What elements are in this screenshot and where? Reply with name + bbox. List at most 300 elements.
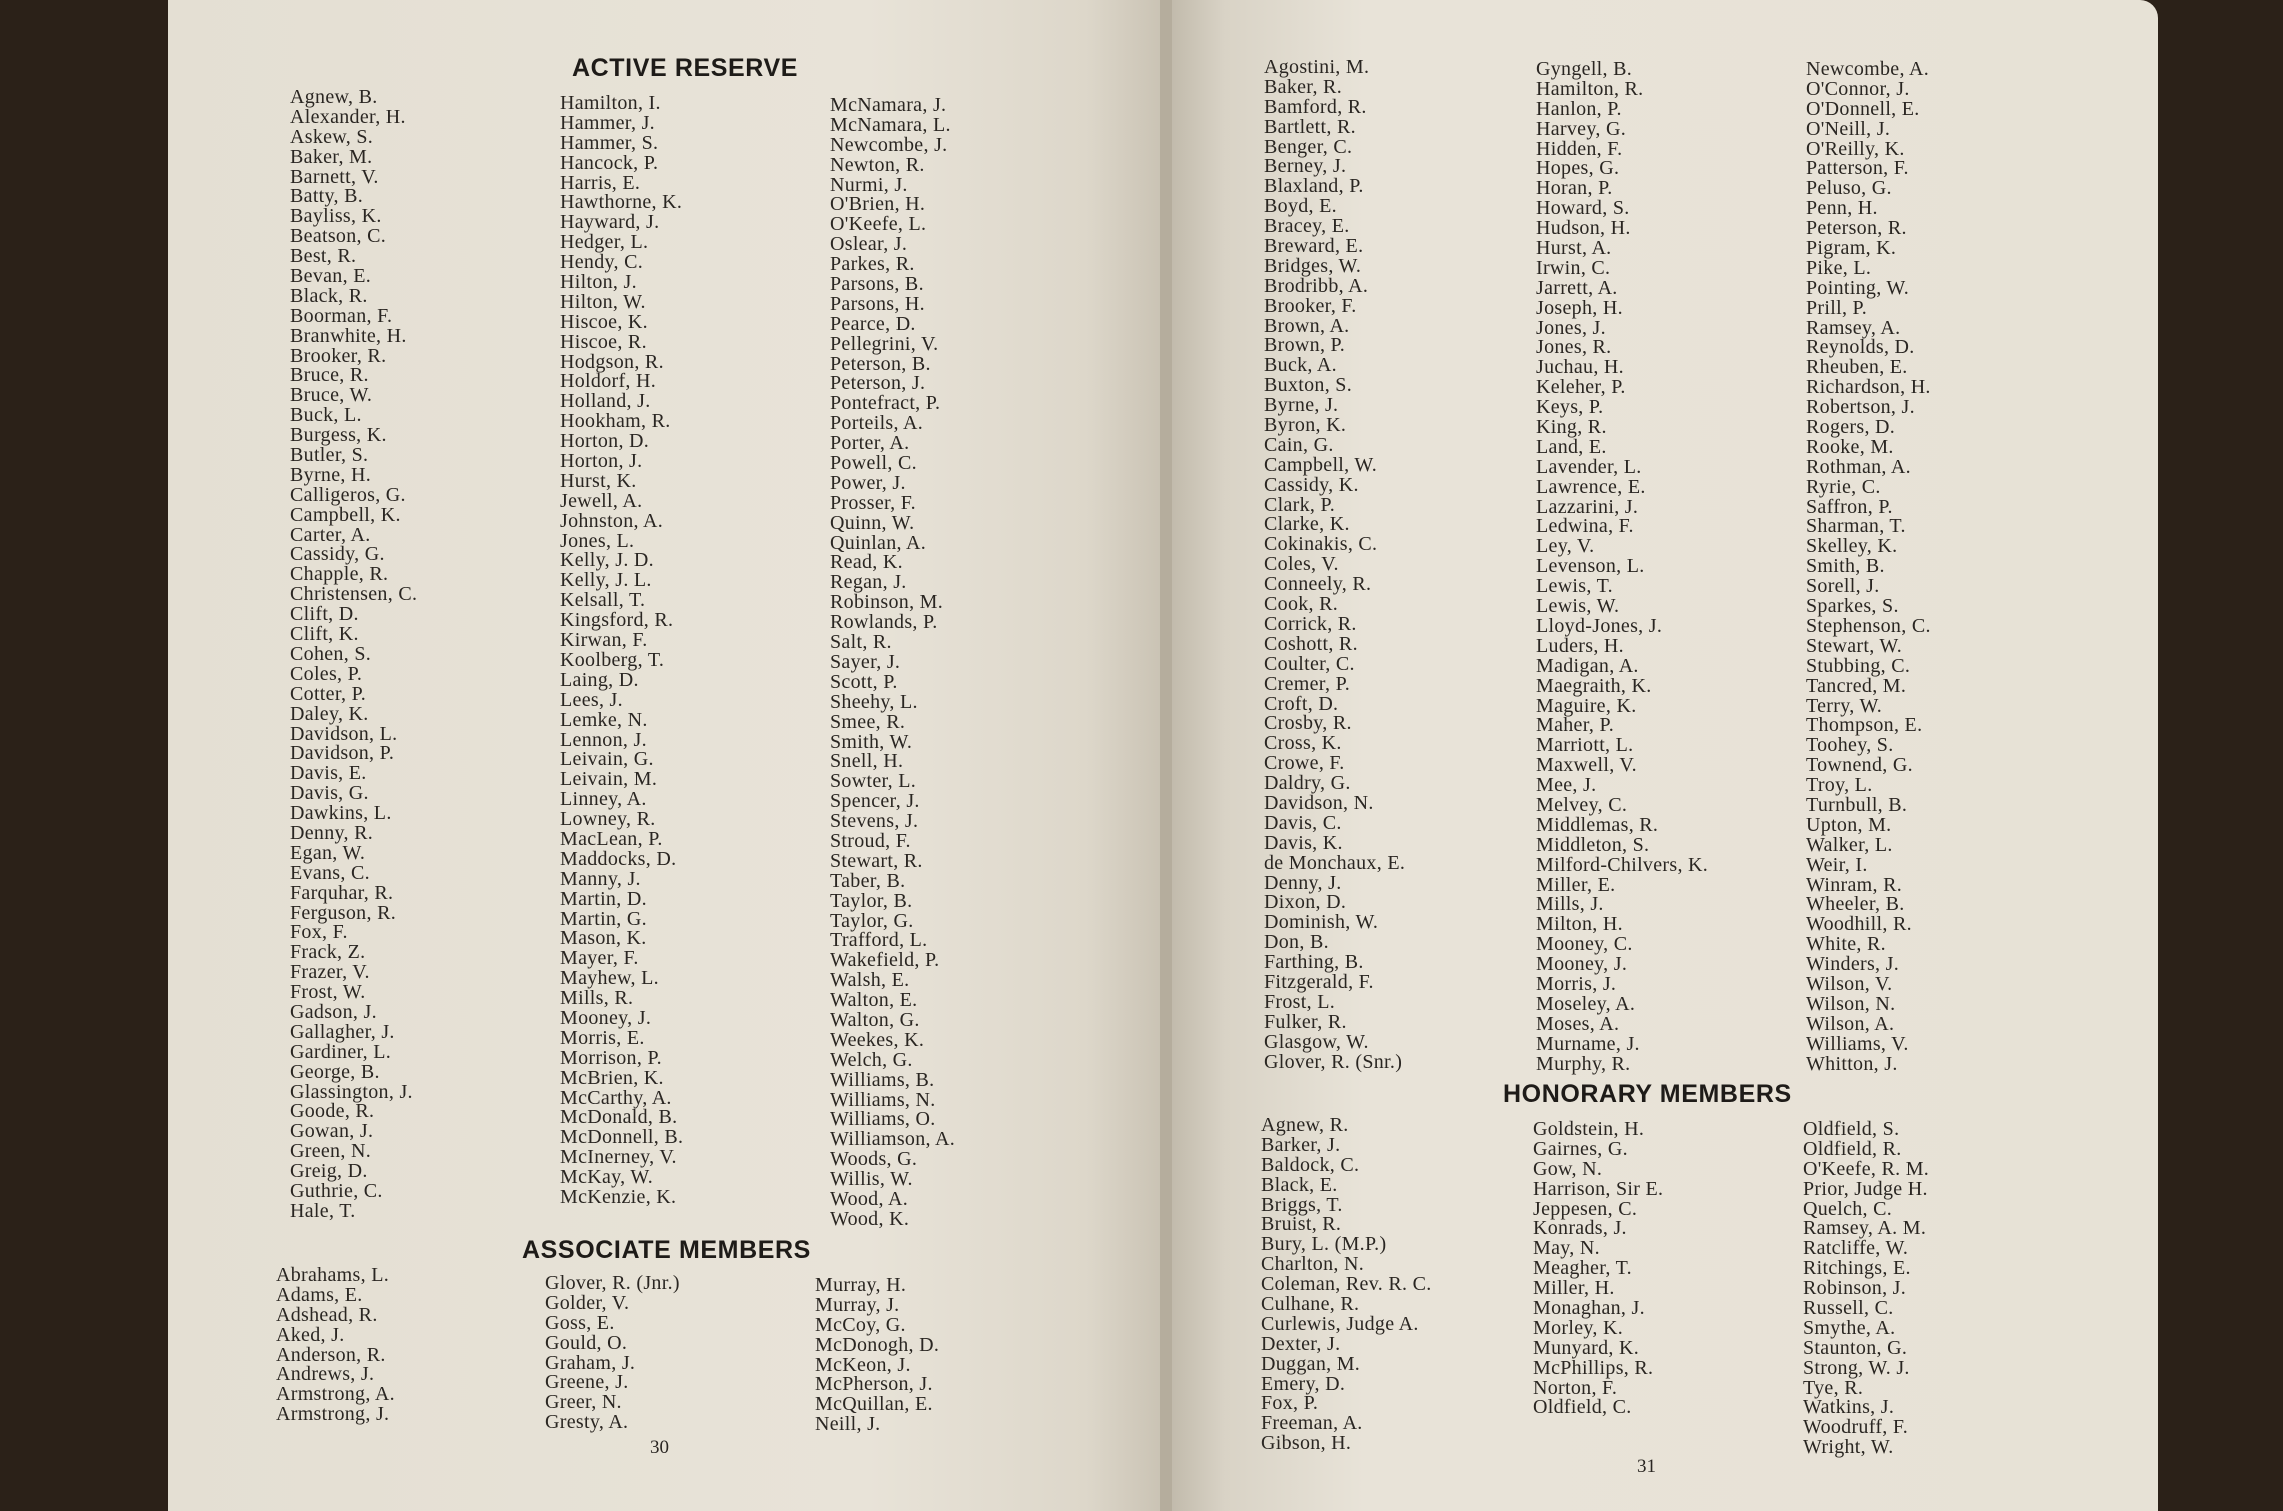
member-name: Corrick, R. — [1264, 612, 1357, 635]
member-name: Rooke, M. — [1806, 435, 1894, 458]
member-name: Gyngell, B. — [1536, 58, 1633, 80]
member-name: Newcombe, A. — [1806, 58, 1930, 80]
member-name: Cotter, P. — [290, 682, 367, 705]
member-name: Batty, B. — [290, 185, 364, 208]
member-name: Skelley, K. — [1806, 535, 1898, 558]
member-name: Green, N. — [290, 1140, 372, 1163]
member-name: Melvey, C. — [1536, 793, 1628, 816]
member-name: Bayliss, K. — [290, 205, 382, 228]
member-name: Jarrett, A. — [1536, 276, 1618, 299]
member-name: Davidson, N. — [1264, 791, 1374, 814]
member-name: Patterson, F. — [1806, 157, 1909, 180]
member-name: Byron, K. — [1264, 414, 1347, 437]
honorary-column-3 — [1803, 1120, 1929, 1458]
member-name: Hurst, K. — [560, 469, 637, 492]
member-name: Charlton, N. — [1261, 1253, 1365, 1276]
member-name: Meagher, T. — [1533, 1257, 1632, 1280]
member-name: Rogers, D. — [1806, 416, 1896, 439]
member-name: Dexter, J. — [1261, 1332, 1341, 1355]
member-name: Oslear, J. — [830, 233, 908, 256]
member-name: Clift, D. — [290, 603, 359, 626]
member-name: Jeppesen, C. — [1533, 1197, 1638, 1220]
member-name: Hiscoe, K. — [560, 310, 648, 333]
member-name: Hudson, H. — [1536, 217, 1631, 240]
member-name: Power, J. — [830, 471, 906, 494]
member-name: Curlewis, Judge A. — [1261, 1312, 1419, 1335]
member-name: Moses, A. — [1536, 1012, 1620, 1035]
member-name: Milton, H. — [1536, 913, 1623, 936]
member-name: Kelly, J. L. — [560, 569, 652, 592]
member-name: O'Reilly, K. — [1806, 137, 1905, 160]
member-name: Maher, P. — [1536, 714, 1615, 737]
member-name: Peluso, G. — [1806, 177, 1892, 200]
member-name: Mayer, F. — [560, 947, 639, 970]
member-name: Byrne, H. — [290, 463, 372, 486]
member-name: Land, E. — [1536, 435, 1607, 458]
member-name: Bruce, W. — [290, 384, 373, 407]
member-name: Coulter, C. — [1264, 652, 1355, 675]
member-name: Frost, L. — [1264, 990, 1336, 1013]
member-name: Taylor, G. — [830, 909, 914, 932]
member-name: Kingsford, R. — [560, 609, 674, 632]
member-name: Harvey, G. — [1536, 117, 1627, 140]
member-name: Powell, C. — [830, 452, 917, 475]
member-name: Cook, R. — [1264, 593, 1339, 616]
member-name: Prior, Judge H. — [1803, 1177, 1928, 1200]
member-name: Mills, J. — [1536, 893, 1604, 916]
member-name: Adams, E. — [276, 1283, 363, 1306]
member-name: Butler, S. — [290, 444, 369, 467]
member-name: Ley, V. — [1536, 535, 1595, 558]
member-name: Gallagher, J. — [290, 1020, 395, 1043]
member-name: Daley, K. — [290, 702, 369, 725]
member-name: Dawkins, L. — [290, 802, 392, 825]
member-name: Baldock, C. — [1261, 1153, 1360, 1176]
member-name: Cohen, S. — [290, 642, 372, 665]
member-name: Crosby, R. — [1264, 712, 1352, 735]
member-name: Graham, J. — [545, 1351, 636, 1374]
member-name: Sharman, T. — [1806, 515, 1906, 538]
member-name: Beatson, C. — [290, 225, 387, 248]
member-name: O'Keefe, L. — [830, 213, 927, 236]
member-name: Stevens, J. — [830, 810, 919, 833]
member-name: McDonogh, D. — [815, 1333, 940, 1356]
member-name: George, B. — [290, 1060, 380, 1083]
member-name: Pellegrini, V. — [830, 332, 939, 355]
member-name: Hilton, J. — [560, 271, 637, 294]
member-name: Goode, R. — [290, 1100, 375, 1123]
member-name: Prosser, F. — [830, 491, 916, 514]
member-name: Luders, H. — [1536, 634, 1624, 657]
member-name: Fox, P. — [1261, 1392, 1319, 1415]
member-name: Ryrie, C. — [1806, 475, 1881, 498]
member-name: Nurmi, J. — [830, 173, 908, 196]
member-name: Rheuben, E. — [1806, 356, 1908, 379]
member-name: Cain, G. — [1264, 433, 1334, 456]
member-name: Harris, E. — [560, 171, 641, 194]
member-name: Campbell, K. — [290, 503, 401, 526]
member-name: Tancred, M. — [1806, 674, 1907, 697]
member-name: Winram, R. — [1806, 873, 1903, 896]
member-name: Barker, J. — [1261, 1133, 1341, 1156]
member-name: Prill, P. — [1806, 296, 1868, 319]
member-name: Armstrong, A. — [276, 1383, 395, 1406]
member-name: Hamilton, R. — [1536, 77, 1644, 100]
member-name: Smith, B. — [1806, 555, 1885, 578]
member-name: May, N. — [1533, 1237, 1600, 1260]
member-name: McKay, W. — [560, 1166, 654, 1189]
member-name: Mooney, J. — [560, 1006, 652, 1029]
member-name: Hookham, R. — [560, 410, 671, 433]
member-name: Kelsall, T. — [560, 589, 646, 612]
member-name: Davidson, P. — [290, 742, 395, 765]
member-name: Staunton, G. — [1803, 1336, 1908, 1359]
member-name: Lavender, L. — [1536, 455, 1642, 478]
member-name: Morrison, P. — [560, 1046, 662, 1069]
member-name: Baker, R. — [1264, 75, 1342, 98]
member-name: Hopes, G. — [1536, 157, 1620, 180]
member-name: Briggs, T. — [1261, 1193, 1343, 1216]
member-name: Upton, M. — [1806, 813, 1892, 836]
member-name: Oldfield, R. — [1803, 1137, 1902, 1160]
member-name: Branwhite, H. — [290, 324, 407, 347]
member-name: Willis, W. — [830, 1168, 913, 1191]
member-name: Richardson, H. — [1806, 376, 1931, 399]
member-name: Martin, D. — [560, 887, 647, 910]
member-name: Oldfield, S. — [1803, 1118, 1900, 1140]
member-name: Gresty, A. — [545, 1411, 629, 1434]
member-name: Read, K. — [830, 551, 903, 574]
honorary-members-heading: HONORARY MEMBERS — [1503, 1080, 1792, 1108]
member-name: Askew, S. — [290, 125, 374, 148]
member-name: Townend, G. — [1806, 754, 1913, 777]
member-name: Stephenson, C. — [1806, 614, 1931, 637]
member-name: Denny, R. — [290, 821, 374, 844]
member-name: Stubbing, C. — [1806, 654, 1911, 677]
member-name: O'Keefe, R. M. — [1803, 1157, 1930, 1180]
member-name: Cross, K. — [1264, 732, 1342, 755]
member-name: McNamara, L. — [830, 113, 951, 136]
member-name: Newcombe, J. — [830, 133, 948, 156]
member-name: Barnett, V. — [290, 165, 379, 188]
member-name: Breward, E. — [1264, 235, 1364, 258]
member-name: Frazer, V. — [290, 961, 370, 984]
member-name: Quinn, W. — [830, 511, 915, 534]
member-name: Glover, R. (Jnr.) — [545, 1272, 680, 1294]
member-name: de Monchaux, E. — [1264, 851, 1406, 874]
member-name: Peterson, J. — [830, 372, 926, 395]
member-name: Walton, E. — [830, 989, 918, 1012]
member-name: Guthrie, C. — [290, 1179, 383, 1202]
member-name: Clark, P. — [1264, 493, 1336, 516]
member-name: Gould, O. — [545, 1331, 628, 1354]
member-name: Gow, N. — [1533, 1157, 1603, 1180]
member-name: Greene, J. — [545, 1371, 629, 1394]
member-name: Gowan, J. — [290, 1120, 374, 1143]
member-name: Cassidy, K. — [1264, 473, 1359, 496]
member-name: Evans, C. — [290, 861, 370, 884]
member-name: Parsons, B. — [830, 273, 924, 296]
member-name: Ramsey, A. — [1806, 316, 1901, 339]
member-name: Smith, W. — [830, 730, 913, 753]
member-name: Sayer, J. — [830, 650, 901, 673]
member-name: Pike, L. — [1806, 256, 1872, 279]
member-name: Williams, B. — [830, 1068, 935, 1091]
member-name: Maegraith, K. — [1536, 674, 1652, 697]
member-name: McCarthy, A. — [560, 1086, 672, 1109]
member-name: Welch, G. — [830, 1048, 913, 1071]
member-name: Brooker, F. — [1264, 294, 1357, 317]
member-name: Brooker, R. — [290, 344, 387, 367]
associate-right-column-3 — [1806, 60, 1931, 1074]
member-name: Murray, H. — [815, 1274, 907, 1296]
member-name: King, R. — [1536, 416, 1607, 439]
book-gutter — [1160, 0, 1172, 1511]
member-name: Frack, Z. — [290, 941, 366, 964]
member-name: Black, E. — [1261, 1173, 1338, 1196]
member-name: Pointing, W. — [1806, 276, 1910, 299]
member-name: Hamilton, I. — [560, 92, 661, 114]
member-name: Wood, K. — [830, 1207, 910, 1230]
member-name: Anderson, R. — [276, 1343, 386, 1366]
member-name: McInerney, V. — [560, 1146, 677, 1169]
member-name: Dixon, D. — [1264, 891, 1347, 914]
member-name: Holdorf, H. — [560, 370, 657, 393]
member-name: Davis, K. — [1264, 831, 1343, 854]
member-name: McKenzie, K. — [560, 1185, 677, 1208]
member-name: McCoy, G. — [815, 1313, 906, 1336]
member-name: Coshott, R. — [1264, 632, 1358, 655]
member-name: McNamara, J. — [830, 94, 947, 116]
member-name: Gibson, H. — [1261, 1432, 1352, 1455]
member-name: Baker, M. — [290, 145, 373, 168]
member-name: Marriott, L. — [1536, 734, 1634, 757]
member-name: Glasgow, W. — [1264, 1030, 1369, 1053]
member-name: Monaghan, J. — [1533, 1297, 1645, 1320]
member-name: Egan, W. — [290, 841, 366, 864]
member-name: Wood, A. — [830, 1187, 909, 1210]
member-name: Weekes, K. — [830, 1028, 925, 1051]
member-name: Lewis, T. — [1536, 575, 1613, 598]
member-name: McPhillips, R. — [1533, 1356, 1654, 1379]
page-number-left: 30 — [650, 1437, 669, 1458]
member-name: O'Brien, H. — [830, 193, 926, 216]
member-name: Wilson, N. — [1806, 992, 1896, 1015]
member-name: Freeman, A. — [1261, 1412, 1363, 1435]
member-name: Pigram, K. — [1806, 237, 1897, 260]
member-name: Hancock, P. — [560, 151, 659, 174]
member-name: Wright, W. — [1803, 1436, 1894, 1459]
member-name: Calligeros, G. — [290, 483, 406, 506]
member-name: Jones, J. — [1536, 316, 1606, 339]
member-name: Fitzgerald, F. — [1264, 970, 1374, 993]
member-name: Munyard, K. — [1533, 1336, 1640, 1359]
member-name: Lowney, R. — [560, 808, 656, 831]
member-name: Robertson, J. — [1806, 396, 1915, 419]
member-name: Armstrong, J. — [276, 1403, 390, 1426]
member-name: Newton, R. — [830, 153, 925, 176]
member-name: Weir, I. — [1806, 853, 1868, 876]
member-name: Farquhar, R. — [290, 881, 394, 904]
member-name: Snell, H. — [830, 750, 904, 773]
member-name: Goss, E. — [545, 1311, 615, 1334]
member-name: Farthing, B. — [1264, 951, 1364, 974]
member-name: Terry, W. — [1806, 694, 1883, 717]
member-name: Parkes, R. — [830, 253, 915, 276]
member-name: Aked, J. — [276, 1323, 345, 1346]
member-name: Buck, A. — [1264, 354, 1337, 377]
member-name: Burgess, K. — [290, 424, 387, 447]
member-name: Middlemas, R. — [1536, 813, 1659, 836]
member-name: Thompson, E. — [1806, 714, 1923, 737]
member-name: Mayhew, L. — [560, 967, 659, 990]
member-name: Gardiner, L. — [290, 1040, 392, 1063]
member-name: Porter, A. — [830, 432, 910, 455]
member-name: Gairnes, G. — [1533, 1137, 1628, 1160]
member-name: Leivain, M. — [560, 768, 658, 791]
member-name: Watkins, J. — [1803, 1396, 1895, 1419]
member-name: Davis, E. — [290, 762, 367, 785]
member-name: Sparkes, S. — [1806, 595, 1899, 618]
member-name: Hawthorne, K. — [560, 191, 683, 214]
member-name: Morley, K. — [1533, 1316, 1624, 1339]
member-name: Abrahams, L. — [276, 1264, 390, 1286]
member-name: Alexander, H. — [290, 105, 406, 128]
member-name: Hanlon, P. — [1536, 97, 1622, 120]
member-name: Coles, P. — [290, 662, 363, 685]
member-name: Ramsey, A. M. — [1803, 1217, 1927, 1240]
member-name: Christensen, C. — [290, 583, 418, 606]
member-name: Johnston, A. — [560, 509, 664, 532]
member-name: Coleman, Rev. R. C. — [1261, 1273, 1432, 1296]
member-name: Hammer, J. — [560, 111, 655, 134]
member-name: Benger, C. — [1264, 135, 1353, 158]
member-name: Milford-Chilvers, K. — [1536, 853, 1709, 876]
member-name: O'Neill, J. — [1806, 117, 1891, 140]
member-name: Robinson, J. — [1803, 1277, 1907, 1300]
member-name: McDonald, B. — [560, 1106, 678, 1129]
member-name: Horton, J. — [560, 450, 643, 473]
member-name: Golder, V. — [545, 1291, 630, 1314]
member-name: Lees, J. — [560, 688, 623, 711]
member-name: Mee, J. — [1536, 774, 1597, 797]
member-name: Best, R. — [290, 245, 357, 268]
member-name: Bamford, R. — [1264, 95, 1367, 118]
member-name: Lazzarini, J. — [1536, 495, 1639, 518]
member-name: Troy, L. — [1806, 774, 1873, 797]
member-name: Quinlan, A. — [830, 531, 927, 554]
member-name: Bracey, E. — [1264, 215, 1350, 238]
associate-right-column-1 — [1264, 58, 1405, 1072]
member-name: Taylor, B. — [830, 889, 913, 912]
member-name: Duggan, M. — [1261, 1352, 1361, 1375]
member-name: Bruce, R. — [290, 364, 369, 387]
member-name: Hedger, L. — [560, 231, 649, 254]
member-name: Miller, H. — [1533, 1277, 1615, 1300]
member-name: Murray, J. — [815, 1293, 900, 1316]
member-name: Moseley, A. — [1536, 992, 1636, 1015]
member-name: Stroud, F. — [830, 829, 911, 852]
member-name: Joseph, H. — [1536, 296, 1623, 319]
member-name: Black, R. — [290, 284, 368, 307]
member-name: Wheeler, B. — [1806, 893, 1905, 916]
member-name: Taber, B. — [830, 869, 906, 892]
member-name: Smythe, A. — [1803, 1316, 1896, 1339]
member-name: Agnew, R. — [1261, 1114, 1349, 1136]
member-name: Mooney, J. — [1536, 953, 1628, 976]
member-name: McKeon, J. — [815, 1353, 911, 1376]
member-name: Clarke, K. — [1264, 513, 1350, 536]
member-name: Davidson, L. — [290, 722, 398, 745]
associate-right-column-2 — [1536, 60, 1708, 1074]
member-name: Williamson, A. — [830, 1128, 956, 1151]
member-name: Hiscoe, R. — [560, 330, 647, 353]
member-name: McDonnell, B. — [560, 1126, 684, 1149]
member-name: Denny, J. — [1264, 871, 1342, 894]
member-name: Maddocks, D. — [560, 847, 677, 870]
member-name: Kirwan, F. — [560, 629, 648, 652]
member-name: Morris, E. — [560, 1026, 645, 1049]
member-name: Glassington, J. — [290, 1080, 413, 1103]
member-name: Crowe, F. — [1264, 752, 1345, 775]
member-name: Lewis, W. — [1536, 595, 1620, 618]
member-name: Juchau, H. — [1536, 356, 1624, 379]
member-name: Stewart, W. — [1806, 634, 1903, 657]
member-name: Williams, N. — [830, 1088, 936, 1111]
member-name: Davis, C. — [1264, 811, 1342, 834]
member-name: Lennon, J. — [560, 728, 647, 751]
member-name: Rothman, A. — [1806, 455, 1911, 478]
member-name: Hayward, J. — [560, 211, 660, 234]
member-name: McBrien, K. — [560, 1066, 664, 1089]
member-name: Spencer, J. — [830, 790, 920, 813]
member-name: Brown, P. — [1264, 334, 1346, 357]
member-name: Bury, L. (M.P.) — [1261, 1233, 1387, 1256]
member-name: Lloyd-Jones, J. — [1536, 614, 1663, 637]
member-name: Hale, T. — [290, 1199, 356, 1222]
member-name: Pearce, D. — [830, 312, 916, 335]
member-name: Turnbull, B. — [1806, 793, 1908, 816]
member-name: Porteils, A. — [830, 412, 924, 435]
member-name: Goldstein, H. — [1533, 1118, 1645, 1140]
member-name: Coles, V. — [1264, 553, 1339, 576]
member-name: Saffron, P. — [1806, 495, 1893, 518]
member-name: Oldfield, C. — [1533, 1396, 1632, 1419]
member-name: Bruist, R. — [1261, 1213, 1342, 1236]
member-name: Harrison, Sir E. — [1533, 1177, 1664, 1200]
member-name: Lemke, N. — [560, 708, 648, 731]
member-name: Mills, R. — [560, 987, 634, 1010]
member-name: Whitton, J. — [1806, 1052, 1898, 1075]
member-name: Winders, J. — [1806, 953, 1900, 976]
associate-left-column-2 — [545, 1274, 680, 1433]
active-reserve-column-1 — [290, 88, 417, 1222]
member-name: Fox, F. — [290, 921, 348, 944]
member-name: Adshead, R. — [276, 1303, 378, 1326]
member-name: Rowlands, P. — [830, 611, 938, 634]
member-name: Robinson, M. — [830, 591, 944, 614]
member-name: Miller, E. — [1536, 873, 1616, 896]
member-name: Byrne, J. — [1264, 394, 1339, 417]
member-name: Penn, H. — [1806, 197, 1878, 220]
member-name: Sheehy, L. — [830, 690, 918, 713]
member-name: Smee, R. — [830, 710, 906, 733]
member-name: Horton, D. — [560, 430, 650, 453]
member-name: Buxton, S. — [1264, 374, 1353, 397]
member-name: Agnew, B. — [290, 86, 378, 108]
member-name: Trafford, L. — [830, 929, 928, 952]
member-name: O'Connor, J. — [1806, 77, 1910, 100]
